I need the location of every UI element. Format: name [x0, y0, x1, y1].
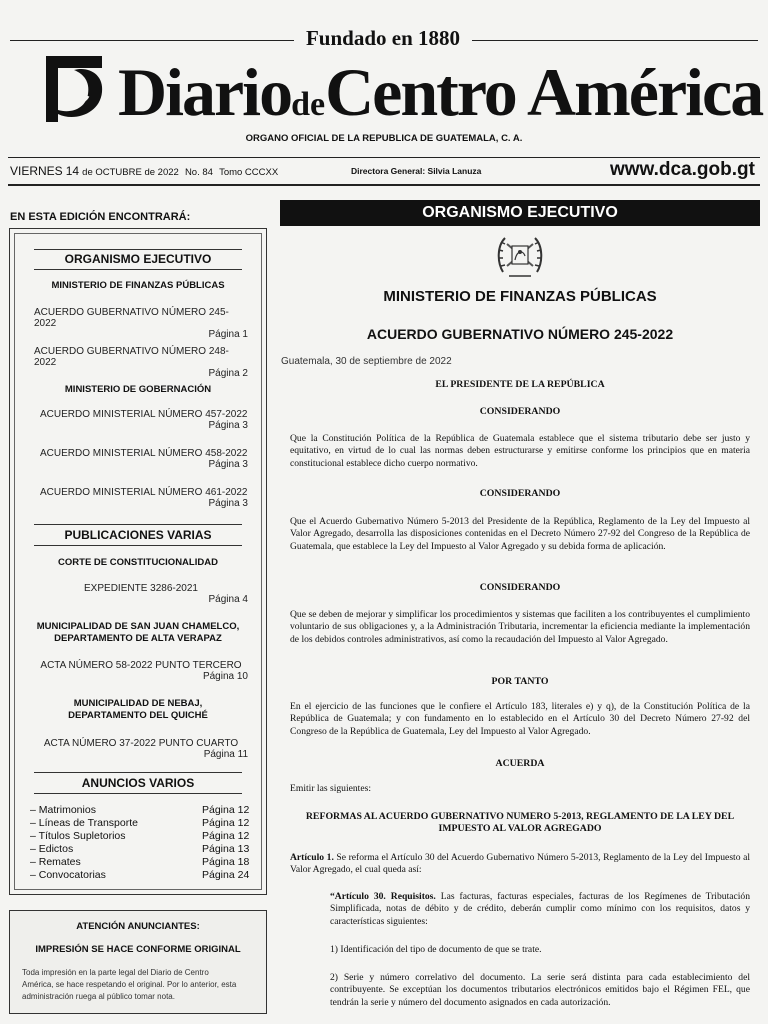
- ad-page: Página 24: [202, 869, 250, 881]
- ad-page: Página 13: [202, 843, 250, 855]
- tomo: Tomo CCCXX: [219, 167, 279, 178]
- dca-logo-icon: [44, 54, 108, 126]
- toc-item-title: ACUERDO MINISTERIAL NÚMERO 457-2022: [40, 409, 248, 420]
- sub-line: MUNICIPALIDAD DE SAN JUAN CHAMELCO,: [36, 621, 240, 632]
- ad-page: Página 12: [202, 830, 250, 842]
- reformas-title: [284, 811, 756, 836]
- toc-item-ag-248[interactable]: [34, 346, 248, 379]
- toc-item-page: Página 11: [203, 749, 248, 760]
- sub-line: MUNICIPALIDAD DE NEBAJ,: [73, 698, 203, 709]
- title-diario: Diario: [118, 54, 292, 130]
- sub-line: DEPARTAMENTO DE ALTA VERAPAZ: [54, 633, 222, 644]
- website-link[interactable]: www.dca.gob.gt: [610, 159, 755, 180]
- considerando-heading: CONSIDERANDO: [479, 582, 561, 593]
- requisito-2: 2) Serie y número correlativo del documento. La serie será distinta para cada establecimiento del contribuyente. Se exceptúan los documentos tributarios electrónicos emitidos bajo el Régimen FEL, que tendrán la serie y número del documento asignados en cada autorización.: [330, 972, 750, 1008]
- ad-label: – Matrimonios: [30, 804, 96, 816]
- notice-line: América, se hace respetando el original. Por lo anterior, esta: [22, 980, 237, 989]
- toc-item-page: Página 4: [208, 594, 248, 605]
- toc-item-ag-245[interactable]: [34, 307, 248, 340]
- acuerdo-title: ACUERDO GUBERNATIVO NÚMERO 245-2022: [366, 326, 674, 342]
- sidebar-heading: EN ESTA EDICIÓN ENCONTRARÁ:: [10, 211, 191, 223]
- sec-organismo-ejecutivo: ORGANISMO EJECUTIVO: [64, 252, 212, 266]
- toc-item-am-458[interactable]: [40, 448, 248, 470]
- sub-gobernacion: MINISTERIO DE GOBERNACIÓN: [64, 384, 212, 395]
- toc-item-title: EXPEDIENTE 3286-2021: [84, 583, 198, 594]
- ad-page: Página 18: [202, 856, 250, 868]
- toc-item-page: Página 10: [202, 671, 248, 682]
- notice-line: Toda impresión en la parte legal del Diario de Centro: [22, 968, 209, 977]
- toc-item-page: Página 3: [208, 420, 248, 431]
- ad-label: – Convocatorias: [30, 869, 106, 881]
- articulo-30: [330, 891, 750, 928]
- toc-item-acta-37[interactable]: [34, 738, 248, 760]
- toc-item-title: ACUERDO GUBERNATIVO NÚMERO 248-2022: [34, 346, 229, 368]
- ad-page: Página 12: [202, 804, 250, 816]
- toc-item-expediente[interactable]: [34, 583, 248, 605]
- notice-line: administración ruega al público tomar nota.: [22, 992, 175, 1001]
- ad-row[interactable]: [30, 869, 250, 881]
- ad-row[interactable]: [30, 817, 250, 829]
- ad-row[interactable]: [30, 804, 250, 816]
- title-centro-america: Centro América: [325, 54, 763, 130]
- sub-finanzas: MINISTERIO DE FINANZAS PÚBLICAS: [51, 280, 225, 291]
- toc-item-title: ACUERDO MINISTERIAL NÚMERO 458-2022: [40, 448, 248, 459]
- toc-item-am-461[interactable]: [40, 487, 248, 509]
- requisito-1: 1) Identificación del tipo de documento de que se trate.: [330, 944, 542, 955]
- issue-date: [10, 164, 278, 178]
- sub-line: DEPARTAMENTO DEL QUICHÉ: [68, 710, 208, 721]
- ad-row[interactable]: [30, 843, 250, 855]
- ad-row[interactable]: [30, 856, 250, 868]
- toc-item-title: ACUERDO MINISTERIAL NÚMERO 461-2022: [40, 487, 248, 498]
- notice-text: [22, 967, 258, 1003]
- date-day: VIERNES: [10, 164, 63, 178]
- founded-line: Fundado en 1880: [305, 26, 461, 50]
- sub-san-juan-chamelco: [34, 621, 242, 645]
- ad-row[interactable]: [30, 830, 250, 842]
- reformas-line: REFORMAS AL ACUERDO GUBERNATIVO NUMERO 5-2013, REGLAMENTO DE LA LEY DEL: [305, 811, 735, 822]
- title-de: de: [291, 86, 326, 123]
- emitir-text: Emitir las siguientes:: [290, 783, 372, 794]
- por-tanto-text: En el ejercicio de las funciones que le confiere el Artículo 183, literales e) y q), de la Constitución Política de la República de Guatemala; y con fundamento en lo establecido en el Artículo 30 del Decreto Número 27-92 del Congreso de la República de Guatemala, Ley del Impuesto al Valor Agregado.: [290, 701, 750, 737]
- notice-title: ATENCIÓN ANUNCIANTES:: [76, 921, 200, 932]
- articulo-1: [290, 852, 750, 877]
- art1-label: Artículo 1.: [290, 852, 334, 863]
- considerando-1-text: Que la Constitución Política de la República de Guatemala establece que el sistema tributario debe ser justo y equitativo, en virtud de lo cual las normas deben estructurarse y emitirse conforme los principios que en materia constitucional establece dicho cuerpo normativo.: [290, 433, 750, 469]
- toc-item-title: ACUERDO GUBERNATIVO NÚMERO 245-2022: [34, 307, 229, 329]
- reformas-line: IMPUESTO AL VALOR AGREGADO: [438, 823, 602, 835]
- ad-page: Página 12: [202, 817, 250, 829]
- acuerda-heading: ACUERDA: [495, 758, 545, 769]
- art1-text: Se reforma el Artículo 30 del Acuerdo Gubernativo Número 5-2013, Reglamento de la Ley del Impuesto al Valor Agregado, el cual queda así:: [290, 852, 750, 876]
- guatemala-coat-of-arms-icon: [493, 232, 547, 282]
- president-heading: EL PRESIDENTE DE LA REPÚBLICA: [435, 379, 605, 390]
- sub-nebaj: [34, 698, 242, 722]
- date-num: 14: [65, 164, 80, 178]
- ministry-title: MINISTERIO DE FINANZAS PÚBLICAS: [383, 288, 657, 305]
- considerando-heading: CONSIDERANDO: [479, 406, 561, 417]
- toc-item-title: ACTA NÚMERO 58-2022 PUNTO TERCERO: [40, 660, 242, 671]
- ad-label: – Títulos Supletorios: [30, 830, 126, 842]
- toc-item-page: Página 1: [208, 329, 248, 340]
- director: Directora General: Silvia Lanuza: [351, 166, 482, 176]
- toc-item-page: Página 3: [208, 498, 248, 509]
- sec-anuncios: ANUNCIOS VARIOS: [81, 776, 195, 790]
- ad-label: – Edictos: [30, 843, 74, 855]
- por-tanto-heading: POR TANTO: [491, 676, 549, 687]
- toc-item-am-457[interactable]: [40, 409, 248, 431]
- considerando-heading: CONSIDERANDO: [479, 488, 561, 499]
- art30-label: “Artículo 30. Requisitos.: [330, 891, 436, 902]
- considerando-3-text: Que se deben de mejorar y simplificar los procedimientos y sistemas que faciliten a los contribuyentes el cumplimiento voluntario de sus obligaciones y, a la Administración Tributaria, incrementar la eficiencia mediante la implementación de los debidos controles administrativos, así como la recaudación del Impuesto al Valor Agregado.: [290, 609, 750, 645]
- toc-item-title: ACTA NÚMERO 37-2022 PUNTO CUARTO: [43, 738, 239, 749]
- toc-item-acta-58[interactable]: [34, 660, 248, 682]
- considerando-2-text: Que el Acuerdo Gubernativo Número 5-2013 del Presidente de la República, Reglamento de la Ley del Impuesto al Valor Agregado, desarrolla las disposiciones contenidas en el Decreto Número 27-92 del Congreso de la República de Guatemala, que establece la Ley del Impuesto al Valor Agregado y su debida forma de aplicación.: [290, 516, 750, 552]
- notice-subtitle: IMPRESIÓN SE HACE CONFORME ORIGINAL: [35, 944, 241, 955]
- toc-item-page: Página 2: [208, 368, 248, 379]
- art30-text: Las facturas, facturas especiales, facturas de los Regímenes de Tributación Simplificada, notas de débito y de crédito, deberán cumplir como mínimo con los requisitos, datos y características siguientes:: [330, 891, 751, 927]
- sec-publicaciones: PUBLICACIONES VARIAS: [64, 528, 212, 542]
- sub-corte: CORTE DE CONSTITUCIONALIDAD: [58, 557, 218, 568]
- ad-label: – Remates: [30, 856, 81, 868]
- ad-label: – Líneas de Transporte: [30, 817, 138, 829]
- toc-item-page: Página 3: [208, 459, 248, 470]
- place-date: Guatemala, 30 de septiembre de 2022: [281, 356, 452, 367]
- masthead-subtitle: ORGANO OFICIAL DE LA REPUBLICA DE GUATEMALA, C. A.: [245, 133, 523, 144]
- issue-number: No. 84: [184, 167, 213, 178]
- notice-box: [9, 910, 267, 1014]
- date-rest: de OCTUBRE de 2022: [82, 167, 179, 178]
- section-banner: ORGANISMO EJECUTIVO: [280, 200, 760, 226]
